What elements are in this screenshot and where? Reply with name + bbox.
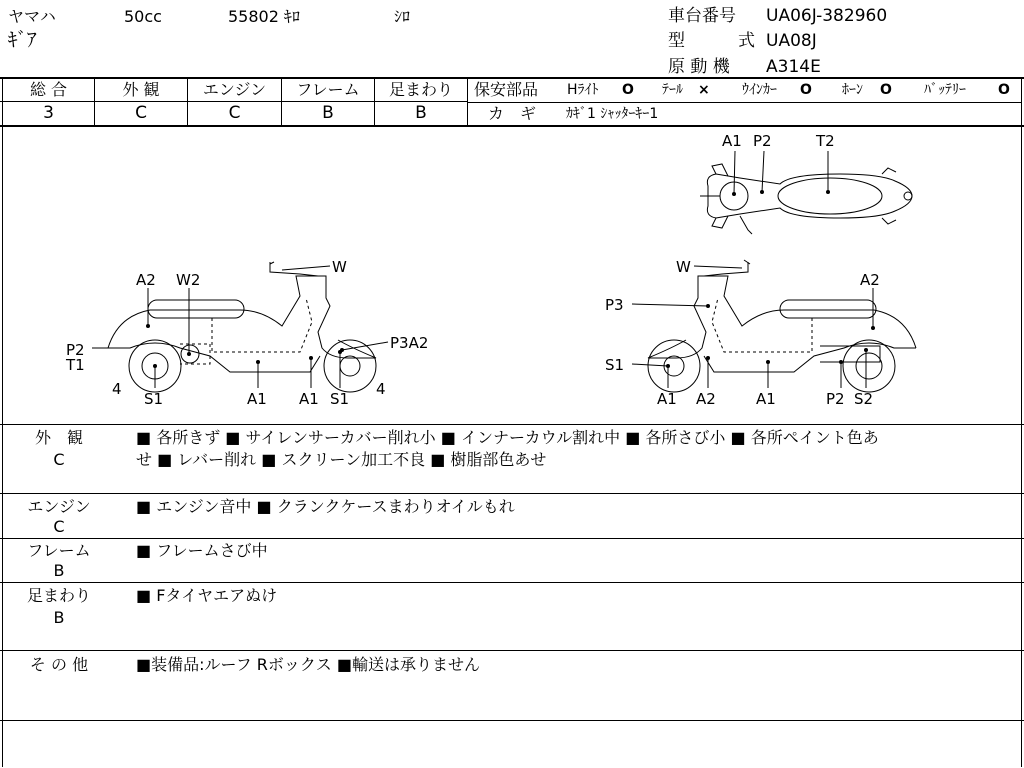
note-engine-label: エンジン [27, 497, 91, 516]
diagram-label: A1 [247, 390, 267, 408]
note-frame-label: フレーム [27, 541, 91, 560]
color: ｼﾛ [394, 7, 411, 26]
rating-engine-label: エンジン [202, 80, 267, 99]
rating-frame-value: B [322, 103, 334, 123]
rating-suspension-value: B [415, 103, 427, 123]
diagram-label: P2 [753, 132, 772, 150]
rating-engine-value: C [228, 103, 241, 123]
note-frame-line-1: ■ フレームさび中 [136, 541, 268, 560]
diagram-label: A1 [722, 132, 742, 150]
safety-mark-winker: O [800, 82, 812, 98]
mileage: 55802 ｷﾛ [228, 7, 300, 26]
note-engine-line-1: ■ エンジン音中 ■ クランクケースまわりオイルもれ [136, 497, 515, 516]
safety-mark-headlight: O [622, 82, 634, 98]
frame-no-label: 車台番号 [668, 6, 736, 26]
diagram-label: 4 [112, 380, 122, 398]
diagram-label: P3 [605, 296, 624, 314]
rating-total-label: 総 合 [29, 80, 68, 99]
displacement: 50cc [124, 7, 162, 26]
engine-value: A314E [766, 57, 821, 77]
note-engine-grade: C [53, 517, 65, 536]
safety-mark-tail: × [698, 82, 710, 98]
diagram-label: P3A2 [390, 334, 429, 352]
type-label-2: 式 [738, 31, 755, 51]
note-exterior-grade: C [53, 450, 65, 469]
model-name: ｷﾞｱ [8, 29, 37, 51]
diagram-label: W [676, 258, 691, 276]
rule [0, 720, 1024, 721]
diagram-label: T2 [816, 132, 835, 150]
note-exterior-label: 外 観 [34, 428, 83, 447]
diagram-label: 4 [376, 380, 386, 398]
rule [0, 650, 1024, 651]
note-other-label: そ の 他 [29, 655, 89, 674]
note-suspension-line-1: ■ Fタイヤエアぬけ [136, 586, 278, 605]
note-other-line-1: ■装備品:ルーフ Rボックス ■輸送は承りません [136, 655, 480, 674]
safety-mark-horn: O [880, 82, 892, 98]
safety-item-tail: ﾃｰﾙ [662, 82, 683, 98]
safety-label: 保安部品 [474, 80, 539, 99]
safety-mark-battery: O [998, 82, 1010, 98]
diagram-label: A2 [860, 271, 880, 289]
rule [467, 78, 468, 126]
safety-item-headlight: Hﾗｲﾄ [567, 82, 599, 98]
frame-no: UA06J-382960 [766, 6, 888, 26]
diagram-label: A1 [299, 390, 319, 408]
diagram-label: A2 [136, 271, 156, 289]
rule [0, 493, 1024, 494]
diagram-label: S1 [605, 356, 625, 374]
rating-exterior-value: C [135, 103, 147, 123]
note-frame-grade: B [53, 561, 65, 580]
rating-frame-label: フレーム [296, 80, 360, 99]
diagram-label: S2 [854, 390, 874, 408]
rating-total-value: 3 [43, 103, 54, 123]
note-exterior-line-2: せ ■ レバー削れ ■ スクリーン加工不良 ■ 樹脂部色あせ [136, 450, 547, 469]
note-suspension-grade: B [53, 608, 65, 627]
diagram-label: W [332, 258, 347, 276]
rule [468, 102, 1022, 103]
note-suspension-label: 足まわり [26, 586, 91, 605]
safety-item-horn: ﾎｰﾝ [842, 82, 863, 98]
diagram-label: A1 [657, 390, 677, 408]
type-value: UA08J [766, 31, 817, 51]
scooter-diagram [0, 126, 1024, 424]
diagram-label: S1 [144, 390, 164, 408]
diagram-label: T1 [66, 356, 85, 374]
rule [0, 582, 1024, 583]
key-label: カ ギ [488, 104, 537, 123]
type-label-1: 型 [668, 31, 685, 51]
rating-suspension-label: 足まわり [388, 80, 453, 99]
diagram-label: W2 [176, 271, 201, 289]
rating-exterior-label: 外 観 [122, 80, 160, 99]
maker: ヤマハ [8, 7, 56, 26]
engine-label: 原 動 機 [668, 57, 730, 77]
diagram-label: A2 [696, 390, 716, 408]
note-exterior-line-1: ■ 各所きず ■ サイレンサーカバー削れ小 ■ インナーカウル割れ中 ■ 各所さび小 ■ 各所ペイント色あ [136, 428, 879, 447]
safety-item-winker: ｳｲﾝｶｰ [742, 82, 777, 98]
diagram-label: P2 [826, 390, 845, 408]
rule [0, 424, 1024, 425]
rule [0, 538, 1024, 539]
key-value: ｶｷﾞ1 ｼｬｯﾀｰｷｰ1 [566, 106, 659, 122]
diagram-label: P2 [66, 341, 85, 359]
diagram-label: A1 [756, 390, 776, 408]
diagram-label: S1 [330, 390, 350, 408]
safety-item-battery: ﾊﾞｯﾃﾘｰ [924, 82, 966, 98]
rule [0, 77, 1024, 79]
top-view-drawing [700, 164, 912, 234]
